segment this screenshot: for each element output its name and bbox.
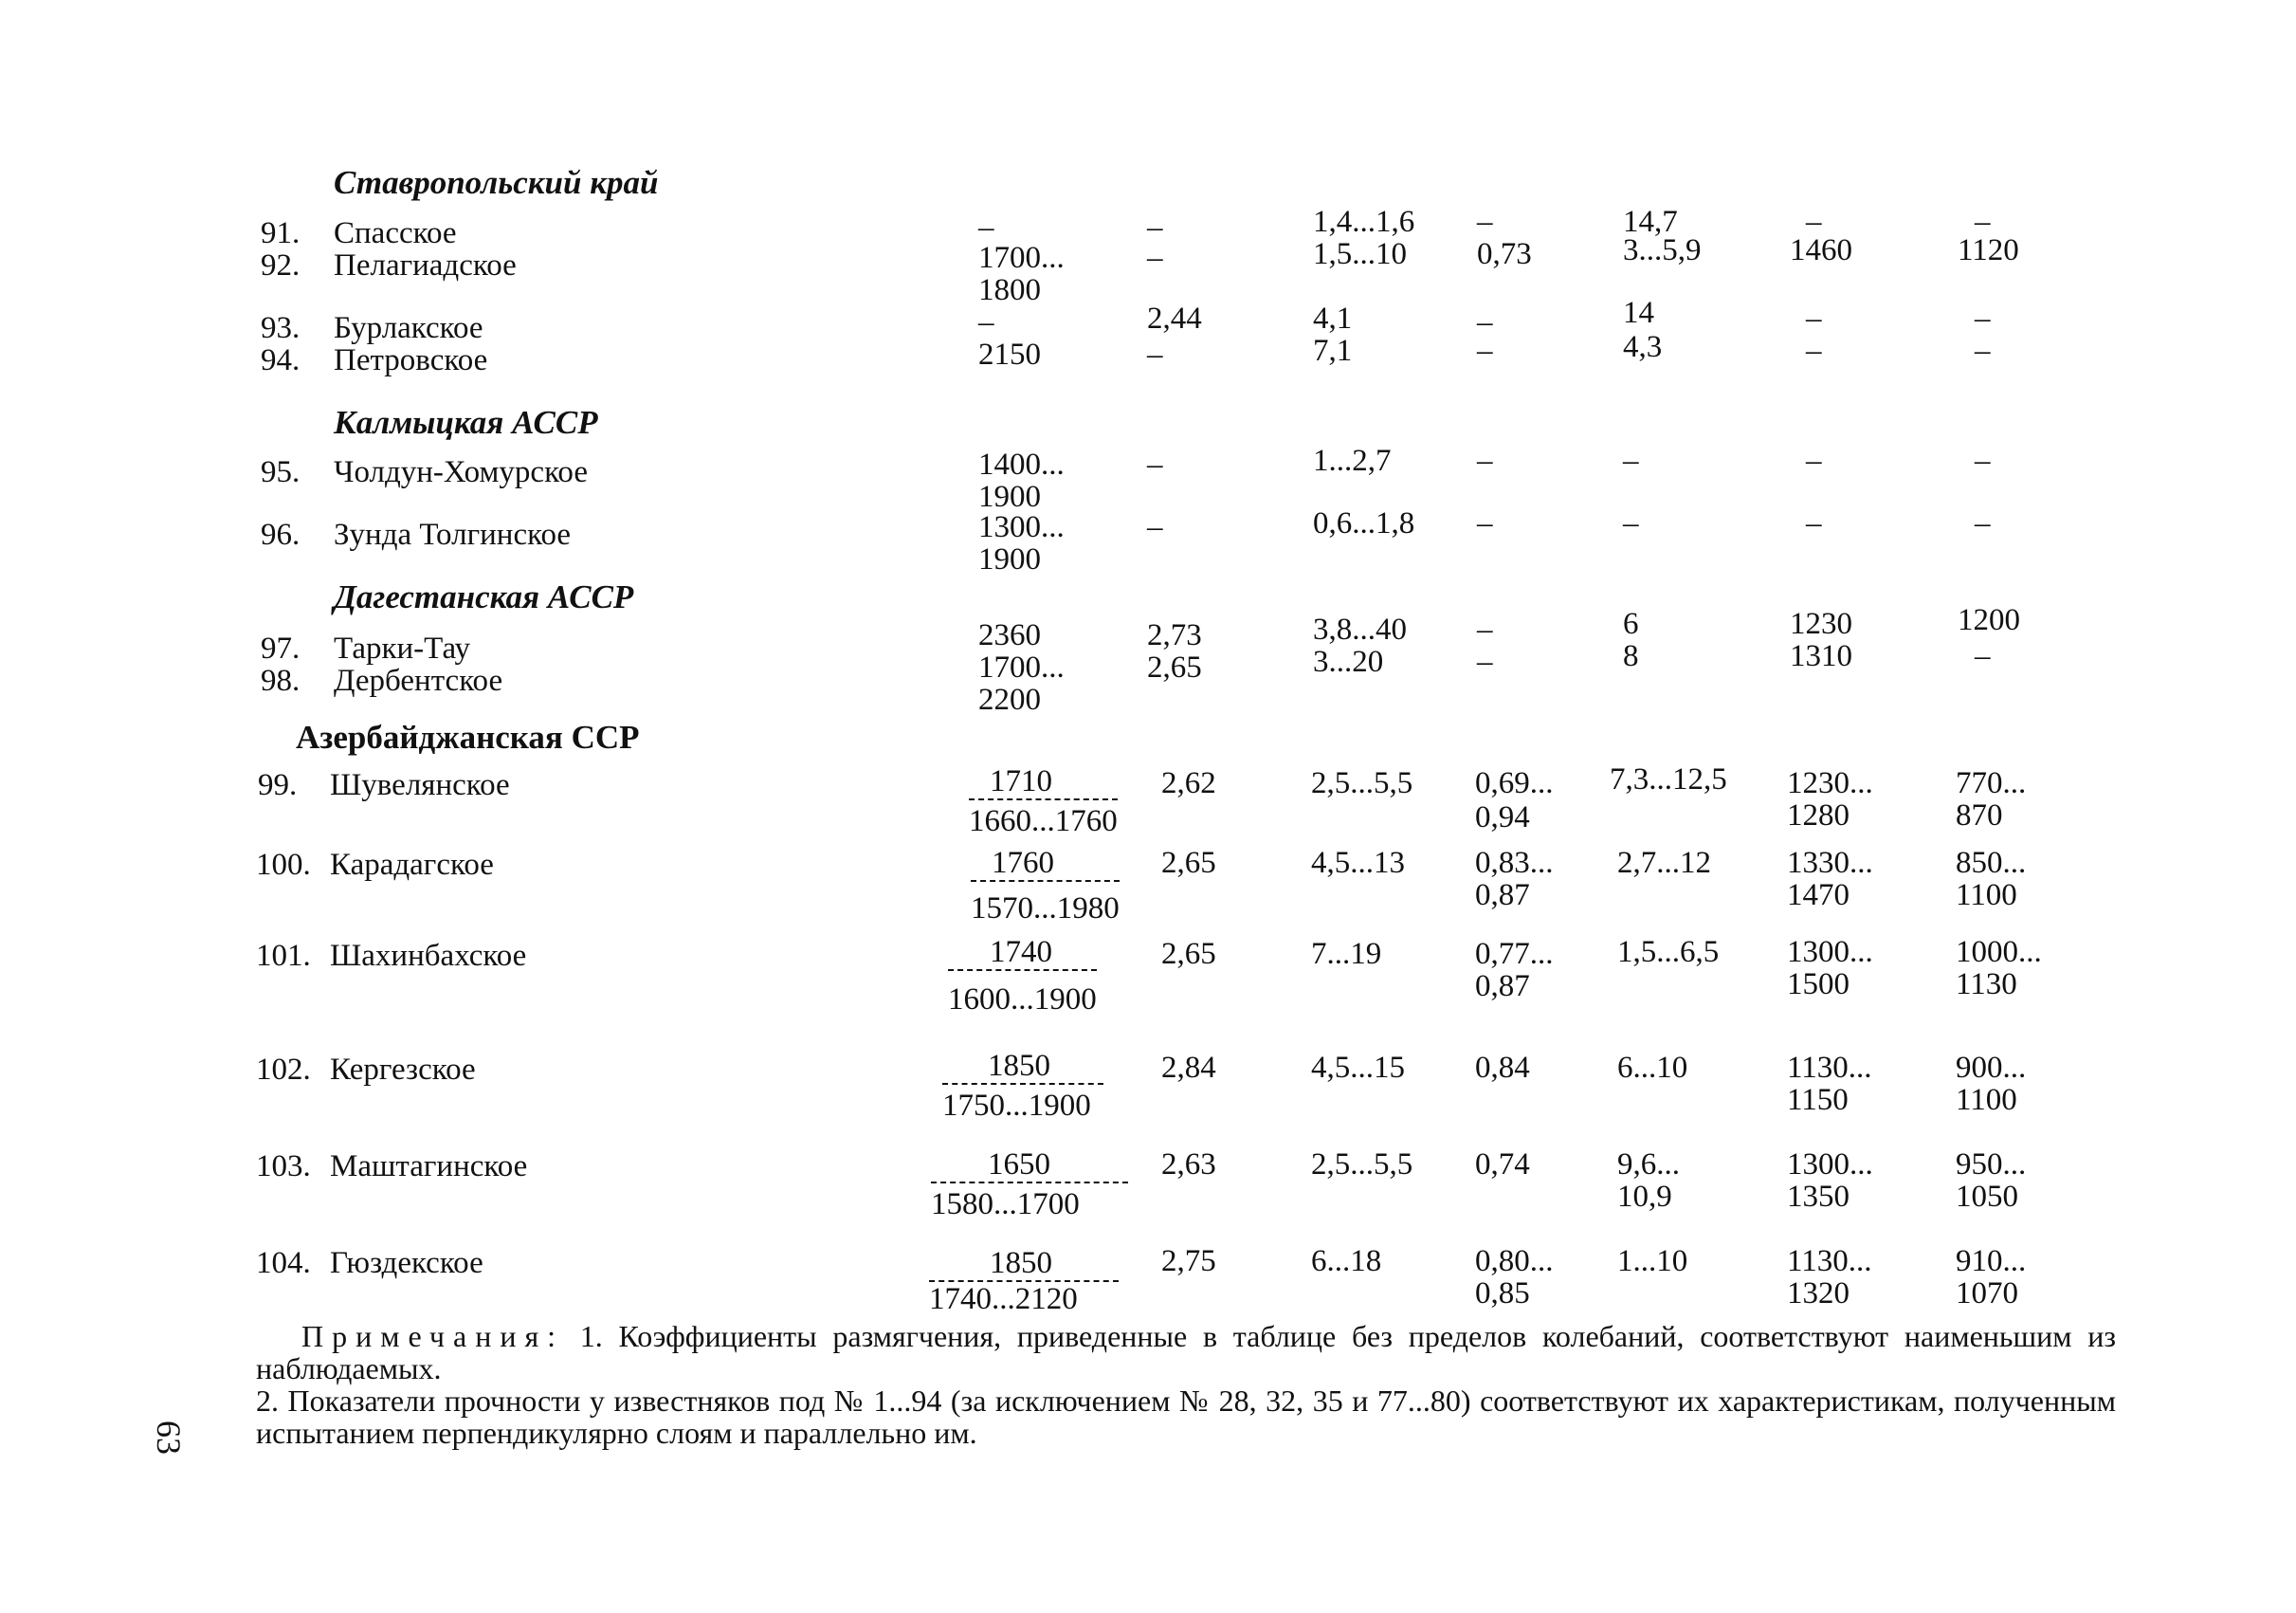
notes-heading: Примечания: xyxy=(301,1319,565,1353)
strength-wet-cell: 910... xyxy=(1956,1244,2027,1278)
strength-dry-cell: 1310 xyxy=(1790,639,1852,673)
softening-cell: 4,5...13 xyxy=(1311,846,1405,880)
specific-gravity-cell: 2,44 xyxy=(1147,302,1202,336)
strength-dry-cell: – xyxy=(1806,302,1822,336)
density-fraction xyxy=(948,935,1097,1017)
specific-gravity-cell: – xyxy=(1147,510,1163,544)
coefficient-cell: 0,77... xyxy=(1475,937,1554,971)
density-cell-cont: 2200 xyxy=(978,683,1041,717)
strength-wet-cell: – xyxy=(1975,205,1991,239)
deposit-name: Спасское xyxy=(334,216,457,250)
strength-dry-cell-cont: 1350 xyxy=(1787,1180,1850,1214)
density-cell: – xyxy=(978,305,994,339)
specific-gravity-cell: 2,75 xyxy=(1161,1244,1216,1278)
specific-gravity-cell: 2,63 xyxy=(1161,1147,1216,1182)
strength-wet-cell: 850... xyxy=(1956,846,2027,880)
strength-wet-cell: 1200 xyxy=(1958,603,2020,637)
density-range: 1580...1700 xyxy=(931,1187,1080,1221)
row-number: 103. xyxy=(256,1149,311,1183)
softening-cell: 1...2,7 xyxy=(1313,444,1392,478)
deposit-name: Чолдун-Хомурское xyxy=(334,455,588,489)
region-heading-dagestan: Дагестанская АССР xyxy=(334,578,634,615)
coefficient-cell: – xyxy=(1477,205,1493,239)
strength-dry-cell-cont: 1470 xyxy=(1787,878,1850,912)
row-number: 97. xyxy=(261,632,301,666)
coefficient-cell: 0,84 xyxy=(1475,1051,1530,1085)
coefficient-cell: – xyxy=(1477,444,1493,478)
density-cell: 2150 xyxy=(978,338,1041,372)
density-cell-cont: 1800 xyxy=(978,273,1041,307)
strength-dry-cell: 1460 xyxy=(1790,233,1852,267)
softening-cell: 0,6...1,8 xyxy=(1313,506,1415,541)
note-2: 2. Показатели прочности у известняков под № 1...94 (за исключением № 28, 32, 35 и 77...80) соответствуют их характеристикам, полученным испытанием перпендикулярно слоям и параллельно им. xyxy=(256,1384,2116,1450)
row-number: 102. xyxy=(256,1053,311,1087)
row-number: 104. xyxy=(256,1246,311,1280)
density-cell: 1300... xyxy=(978,510,1065,544)
row-number: 92. xyxy=(261,248,301,283)
coefficient-cell: 0,73 xyxy=(1477,237,1532,271)
specific-gravity-cell: 2,65 xyxy=(1161,846,1216,880)
strength-wet-cell-cont: 1100 xyxy=(1956,878,2017,912)
row-number: 91. xyxy=(261,216,301,250)
row-number: 98. xyxy=(261,664,301,698)
coefficient-cell: 0,83... xyxy=(1475,846,1554,880)
specific-gravity-cell: 2,84 xyxy=(1161,1051,1216,1085)
density-range: 1570...1980 xyxy=(971,891,1120,926)
softening-cell: 4,5...15 xyxy=(1311,1051,1405,1085)
porosity-cell: 8 xyxy=(1623,639,1639,673)
density-fraction xyxy=(971,846,1120,926)
softening-cell: 1,5...10 xyxy=(1313,237,1407,271)
specific-gravity-cell: – xyxy=(1147,241,1163,275)
softening-cell: 7,1 xyxy=(1313,334,1353,368)
coefficient-cell: – xyxy=(1477,613,1493,647)
strength-wet-cell-cont: 1070 xyxy=(1956,1276,2018,1311)
strength-wet-cell: – xyxy=(1975,506,1991,541)
strength-wet-cell: 1000... xyxy=(1956,935,2042,969)
strength-dry-cell: 1230 xyxy=(1790,607,1852,641)
softening-cell: 2,5...5,5 xyxy=(1311,1147,1413,1182)
density-range: 1740...2120 xyxy=(929,1282,1078,1316)
strength-dry-cell: – xyxy=(1806,334,1822,368)
density-fraction xyxy=(969,764,1118,838)
deposit-name: Шахинбахское xyxy=(330,939,527,973)
coefficient-cell: – xyxy=(1477,305,1493,339)
deposit-name: Карадагское xyxy=(330,848,494,882)
strength-dry-cell-cont: 1320 xyxy=(1787,1276,1850,1311)
porosity-cell: 4,3 xyxy=(1623,330,1663,364)
coefficient-cell: 0,74 xyxy=(1475,1147,1530,1182)
density-cell: – xyxy=(978,211,994,245)
porosity-cell: 2,7...12 xyxy=(1617,846,1711,880)
density-cell-cont: 1900 xyxy=(978,480,1041,514)
row-number: 93. xyxy=(261,311,301,345)
strength-dry-cell: 1330... xyxy=(1787,846,1873,880)
specific-gravity-cell: – xyxy=(1147,211,1163,245)
strength-dry-cell: 1230... xyxy=(1787,766,1873,800)
note-1-text: 1. Коэффициенты размягчения, приведенные в таблице без пределов колебаний, соответствуют наименьшим из наблюдаемых. xyxy=(256,1319,2116,1385)
density-mean: 1650 xyxy=(931,1147,1128,1183)
porosity-cell: 14,7 xyxy=(1623,205,1678,239)
softening-cell: 3,8...40 xyxy=(1313,613,1407,647)
specific-gravity-cell: 2,65 xyxy=(1147,651,1202,685)
note-1 xyxy=(256,1320,2116,1384)
density-mean: 1710 xyxy=(969,764,1118,800)
porosity-cell: – xyxy=(1623,506,1639,541)
specific-gravity-cell: – xyxy=(1147,448,1163,482)
region-heading-azerbaijan: Азербайджанская ССР xyxy=(296,719,640,756)
region-heading-stavropol: Ставропольский край xyxy=(334,164,659,201)
softening-cell: 4,1 xyxy=(1313,302,1353,336)
deposit-name: Дербентское xyxy=(334,664,503,698)
coefficient-cell: 0,80... xyxy=(1475,1244,1554,1278)
row-number: 99. xyxy=(258,768,298,802)
strength-dry-cell: – xyxy=(1806,444,1822,478)
porosity-cell: 3...5,9 xyxy=(1623,233,1702,267)
porosity-cell: 9,6... xyxy=(1617,1147,1680,1182)
strength-dry-cell: 1300... xyxy=(1787,935,1873,969)
strength-wet-cell-cont: 1100 xyxy=(1956,1083,2017,1117)
row-number: 95. xyxy=(261,455,301,489)
deposit-name: Петровское xyxy=(334,343,488,377)
strength-dry-cell: 1300... xyxy=(1787,1147,1873,1182)
strength-wet-cell: – xyxy=(1975,334,1991,368)
porosity-cell: 6...10 xyxy=(1617,1051,1688,1085)
row-number: 96. xyxy=(261,518,301,552)
strength-wet-cell: 950... xyxy=(1956,1147,2027,1182)
strength-wet-cell: – xyxy=(1975,444,1991,478)
row-number: 94. xyxy=(261,343,301,377)
coefficient-cell: – xyxy=(1477,334,1493,368)
strength-dry-cell: – xyxy=(1806,506,1822,541)
softening-cell: 1,4...1,6 xyxy=(1313,205,1415,239)
strength-wet-cell-cont: 1130 xyxy=(1956,967,2017,1001)
row-number: 101. xyxy=(256,939,311,973)
coefficient-cell-cont: 0,87 xyxy=(1475,878,1530,912)
density-cell: 1700... xyxy=(978,241,1065,275)
density-cell: 1700... xyxy=(978,651,1065,685)
deposit-name: Зунда Толгинское xyxy=(334,518,571,552)
density-fraction xyxy=(931,1147,1128,1221)
density-mean: 1850 xyxy=(929,1246,1119,1282)
density-fraction xyxy=(942,1049,1103,1123)
page-number: 63 xyxy=(150,1421,188,1455)
coefficient-cell: 0,69... xyxy=(1475,766,1554,800)
specific-gravity-cell: 2,62 xyxy=(1161,766,1216,800)
coefficient-cell-cont: 0,85 xyxy=(1475,1276,1530,1311)
porosity-cell: 6 xyxy=(1623,607,1639,641)
deposit-name: Кергезское xyxy=(330,1053,476,1087)
porosity-cell: – xyxy=(1623,444,1639,478)
row-number: 100. xyxy=(256,848,311,882)
strength-wet-cell: 1120 xyxy=(1958,233,2019,267)
strength-wet-cell-cont: 1050 xyxy=(1956,1180,2018,1214)
region-heading-kalmyk: Калмыцкая АССР xyxy=(334,404,598,441)
strength-dry-cell-cont: 1280 xyxy=(1787,798,1850,833)
density-cell: 2360 xyxy=(978,618,1041,652)
coefficient-cell: – xyxy=(1477,645,1493,679)
deposit-name: Гюздекское xyxy=(330,1246,483,1280)
strength-dry-cell: 1130... xyxy=(1787,1051,1872,1085)
coefficient-cell-cont: 0,87 xyxy=(1475,969,1530,1003)
strength-dry-cell-cont: 1150 xyxy=(1787,1083,1849,1117)
strength-wet-cell: 900... xyxy=(1956,1051,2027,1085)
deposit-name: Тарки-Тау xyxy=(334,632,470,666)
density-cell-cont: 1900 xyxy=(978,542,1041,577)
porosity-cell: 14 xyxy=(1623,296,1654,330)
softening-cell: 3...20 xyxy=(1313,645,1384,679)
deposit-name: Шувелянское xyxy=(330,768,510,802)
porosity-cell: 7,3...12,5 xyxy=(1610,762,1727,797)
deposit-name: Бурлакское xyxy=(334,311,483,345)
specific-gravity-cell: – xyxy=(1147,338,1163,372)
density-range: 1750...1900 xyxy=(942,1089,1091,1123)
deposit-name: Пелагиадское xyxy=(334,248,517,283)
strength-wet-cell: – xyxy=(1975,302,1991,336)
coefficient-cell: – xyxy=(1477,506,1493,541)
strength-dry-cell-cont: 1500 xyxy=(1787,967,1850,1001)
specific-gravity-cell: 2,73 xyxy=(1147,618,1202,652)
porosity-cell-cont: 10,9 xyxy=(1617,1180,1672,1214)
coefficient-cell-cont: 0,94 xyxy=(1475,800,1530,834)
density-cell: 1400... xyxy=(978,448,1065,482)
strength-wet-cell: – xyxy=(1975,639,1991,673)
density-range: 1600...1900 xyxy=(948,982,1097,1017)
softening-cell: 6...18 xyxy=(1311,1244,1382,1278)
strength-dry-cell: – xyxy=(1806,205,1822,239)
deposit-name: Маштагинское xyxy=(330,1149,528,1183)
porosity-cell: 1,5...6,5 xyxy=(1617,935,1720,969)
density-range: 1660...1760 xyxy=(969,804,1118,838)
density-mean: 1850 xyxy=(942,1049,1103,1085)
density-mean: 1760 xyxy=(971,846,1120,882)
softening-cell: 7...19 xyxy=(1311,937,1382,971)
softening-cell: 2,5...5,5 xyxy=(1311,766,1413,800)
specific-gravity-cell: 2,65 xyxy=(1161,937,1216,971)
porosity-cell: 1...10 xyxy=(1617,1244,1688,1278)
density-mean: 1740 xyxy=(948,935,1097,971)
strength-dry-cell: 1130... xyxy=(1787,1244,1872,1278)
strength-wet-cell: 770... xyxy=(1956,766,2027,800)
density-fraction xyxy=(929,1246,1119,1316)
strength-wet-cell-cont: 870 xyxy=(1956,798,2003,833)
